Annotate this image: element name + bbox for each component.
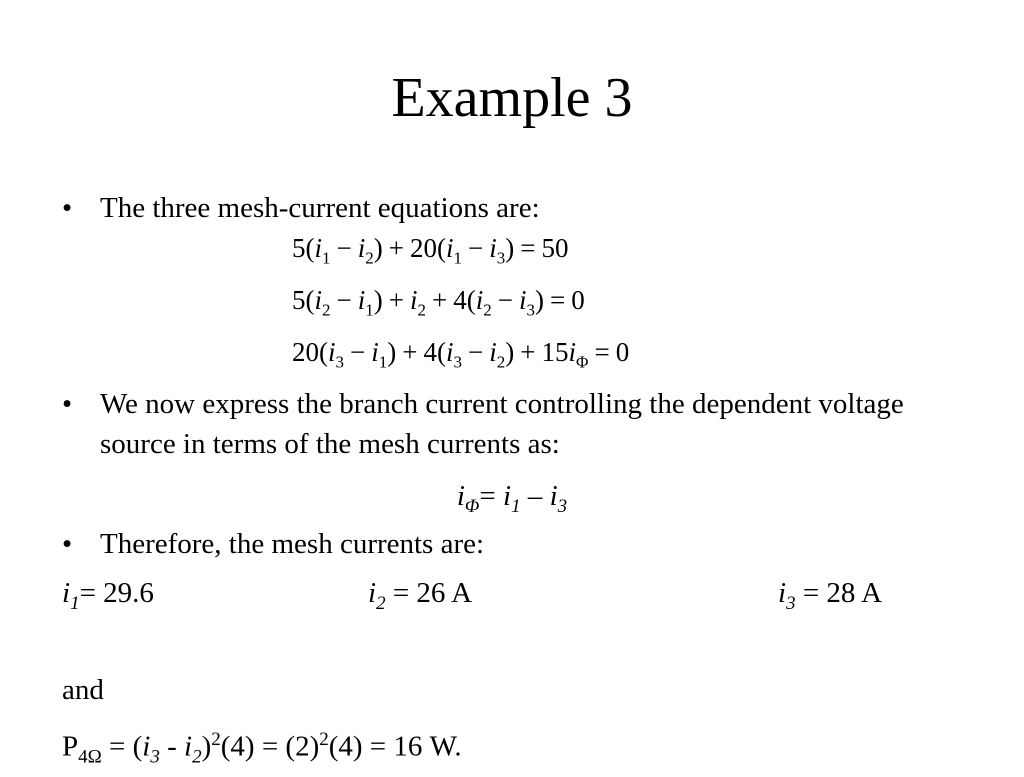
- result-i3: $i_3 = 28$ A: [778, 577, 883, 614]
- phi-relation: $i_\Phi= i_1 - i_3$: [456, 480, 568, 517]
- equation-2: $5(i_2 - i_1) + i_2 + 4(i_2 - i_3) = 0$: [292, 285, 585, 320]
- bullet-text: Therefore, the mesh currents are:: [100, 528, 485, 560]
- bullet-mesh-equations-intro: [62, 188, 960, 228]
- bullet-text: We now express the branch current controlling the dependent voltage source in terms of the mesh currents as:: [100, 388, 904, 460]
- bullet-icon: •: [62, 528, 73, 560]
- and-text: and: [62, 674, 104, 706]
- result-i1: $i_1= 29.6$: [62, 577, 154, 614]
- result-i2: $i_2 = 26$ A: [368, 577, 473, 614]
- bullet-icon: •: [62, 192, 73, 224]
- bullet-text: The three mesh-current equations are:: [100, 192, 540, 224]
- equation-1: $5(i_1 - i_2) + 20(i_1 - i_3) = 50$: [292, 233, 569, 268]
- bullet-branch-current: [62, 384, 960, 464]
- bullet-mesh-currents: [62, 524, 960, 564]
- power-equation: $P_{4\Omega} = (i_3 - i_2)^2(4) = (2)^2(4) = 16$ W.: [62, 729, 462, 768]
- bullet-icon: •: [62, 388, 73, 420]
- slide-title: Example 3: [391, 67, 633, 129]
- equation-3: $20(i_3 - i_1) + 4(i_3 - i_2) + 15i_\Phi = 0$: [292, 337, 630, 372]
